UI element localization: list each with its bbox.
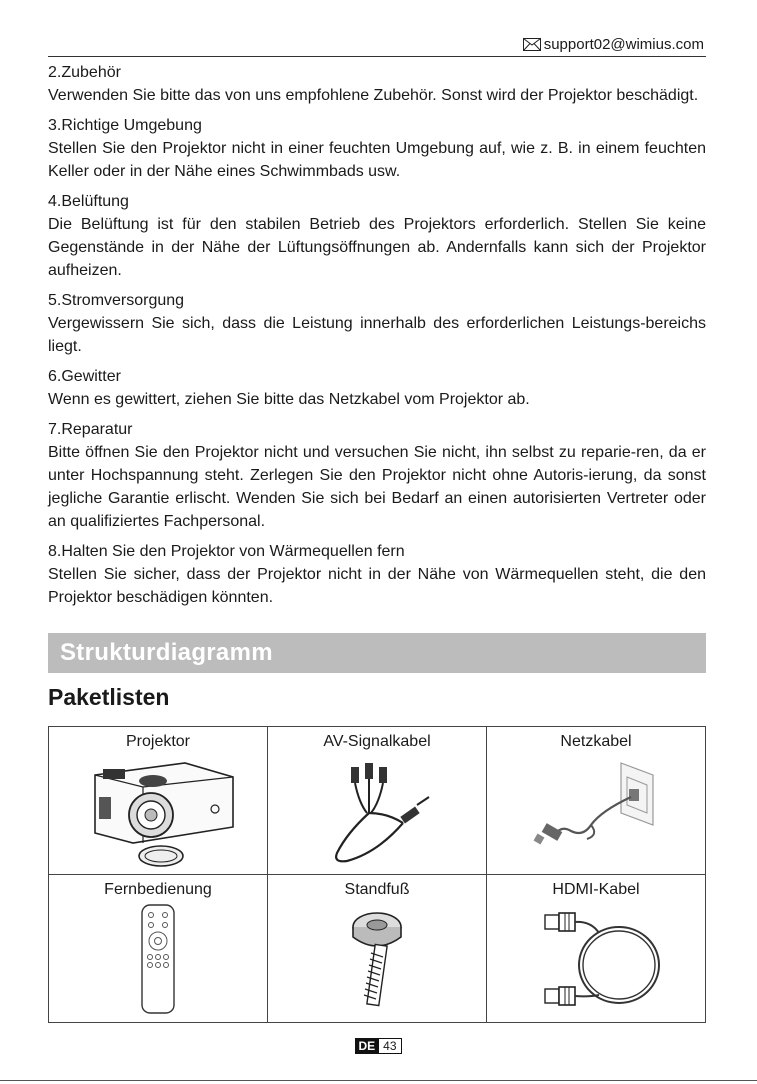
email-text: support02@wimius.com <box>543 36 704 53</box>
section-body: Stellen Sie den Projektor nicht in einer feuchten Umgebung auf, wie z. B. in einem feuchten Keller oder in der Nähe eines Schwimmbads usw. <box>48 140 706 180</box>
language-tag: DE <box>355 1038 378 1054</box>
av-cable-icon <box>307 753 447 871</box>
package-item-remote <box>49 875 268 1023</box>
envelope-icon <box>523 38 541 51</box>
section-environment <box>48 115 706 183</box>
section-body: Vergewissern Sie sich, dass die Leistung innerhalb des erforderlichen Leistungs-bereichs liegt. <box>48 315 706 355</box>
item-label: Standfuß <box>344 881 410 898</box>
item-label: AV-Signalkabel <box>323 733 431 750</box>
safety-sections <box>48 62 706 617</box>
section-repair <box>48 419 706 533</box>
package-item-power-cable <box>487 727 706 875</box>
remote-control-icon <box>128 901 188 1019</box>
package-table <box>48 726 706 1023</box>
bottom-divider <box>0 1080 757 1081</box>
projector-icon <box>73 753 243 871</box>
section-body: Wenn es gewittert, ziehen Sie bitte das Netzkabel vom Projektor ab. <box>48 391 530 408</box>
page-number: 43 <box>378 1038 401 1054</box>
item-label: Projektor <box>125 733 191 750</box>
section-heat-sources <box>48 541 706 609</box>
section-title: 5.Stromversorgung <box>48 292 185 309</box>
package-item-hdmi-cable <box>487 875 706 1023</box>
section-thunderstorm <box>48 366 706 411</box>
section-title: 8.Halten Sie den Projektor von Wärmequellen fern <box>48 543 405 560</box>
section-title: 6.Gewitter <box>48 368 121 385</box>
section-body: Verwenden Sie bitte das von uns empfohlene Zubehör. Sonst wird der Projektor beschädigt. <box>48 87 699 104</box>
package-item-stand <box>268 875 487 1023</box>
section-banner: Strukturdiagramm <box>48 633 706 673</box>
stand-icon <box>337 901 417 1019</box>
page-header <box>48 34 706 57</box>
section-title: 2.Zubehör <box>48 64 121 81</box>
section-body: Bitte öffnen Sie den Projektor nicht und versuchen Sie nicht, ihn selbst zu reparie-ren, da er unter Hochspannung steht. Zerlegen Sie den Projektor nicht ohne Autoris-ierung, da sonst jegliche Garantie erlischt. Wenden Sie sich bei Bedarf an einen autorisierten Vertreter oder an qualifiziertes Fachpersonal. <box>48 444 706 530</box>
package-item-av-cable <box>268 727 487 875</box>
package-item-projector <box>49 727 268 875</box>
section-title: 3.Richtige Umgebung <box>48 117 202 134</box>
power-cable-icon <box>521 753 671 871</box>
page-footer <box>0 1038 757 1054</box>
item-label: Netzkabel <box>560 733 632 750</box>
section-body: Stellen Sie sicher, dass der Projektor nicht in der Nähe von Wärmequellen steht, die den Projektor beschädigen könnten. <box>48 566 706 606</box>
hdmi-cable-icon <box>521 901 671 1019</box>
section-accessories <box>48 62 706 107</box>
page-number-badge <box>355 1038 401 1054</box>
item-label: HDMI-Kabel <box>552 881 640 898</box>
section-ventilation <box>48 191 706 282</box>
item-label: Fernbedienung <box>104 881 212 898</box>
section-power <box>48 290 706 358</box>
section-title: 4.Belüftung <box>48 193 129 210</box>
support-email[interactable] <box>523 36 704 53</box>
package-list-title: Paketlisten <box>48 684 170 710</box>
section-body: Die Belüftung ist für den stabilen Betrieb des Projektors erforderlich. Stellen Sie keine Gegenstände in der Nähe der Lüftungsöffnungen ab. Andernfalls kann sich der Projektor aufheizen. <box>48 216 706 279</box>
section-title: 7.Reparatur <box>48 421 133 438</box>
